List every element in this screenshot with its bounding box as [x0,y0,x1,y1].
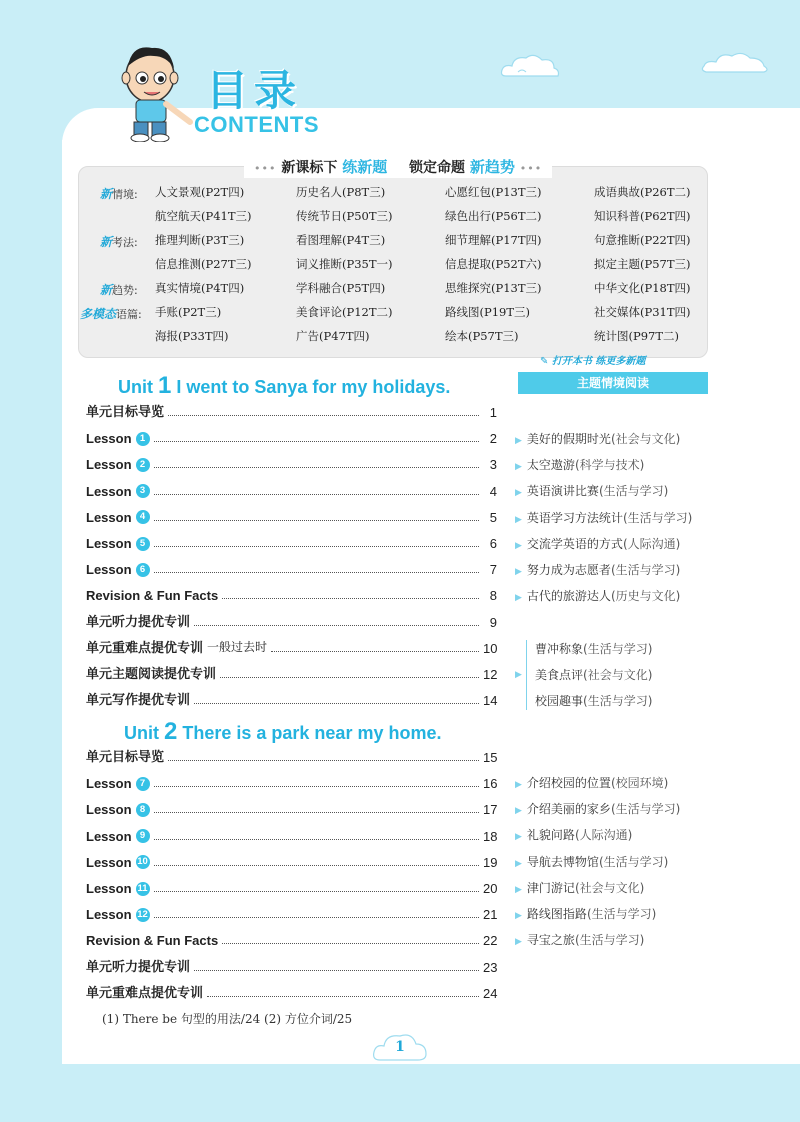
theme-category: (生活与学习) [574,933,645,948]
dotted-leader [154,494,479,495]
reading-theme-item[interactable] [535,666,652,683]
new-question-item: 拟定主题(P57T三) [594,257,691,271]
toc-label [86,881,150,896]
new-question-item: 社交媒体(P31T四) [594,305,691,319]
page-ref: 14 [483,693,498,709]
dotted-leader [154,839,479,840]
theme-name: 介绍校园的位置 [526,776,611,790]
dotted-leader [222,943,479,944]
dotted-leader [194,703,479,704]
category-name: 情境: [112,188,138,201]
new-question-item: 句意推断(P22T四) [594,233,691,247]
page-ref: 24 [483,985,498,1001]
triangle-bullet-icon: ▶ [515,911,522,921]
theme-category: (人际沟通) [622,536,681,551]
footnote: (1) There be 句型的用法/24 (2) 方位介词/25 [102,1012,353,1026]
page-ref: 12 [483,667,498,682]
theme-category: (生活与学习) [598,484,669,499]
toc-label [86,746,164,765]
new-question-item: 广告(P47T四) [296,329,370,343]
theme-reading-item[interactable] [515,879,644,896]
new-question-item: 人文景观(P2T四) [155,185,245,199]
theme-category: (科学与技术) [574,458,645,473]
page-ref: 19 [483,854,498,870]
toc-row[interactable] [86,507,497,525]
new-question-item: 路线图(P19T三) [445,305,531,319]
toc-row[interactable] [86,428,497,446]
new-question-item: 看图理解(P4T三) [296,233,386,247]
unit-title-prefix: Unit [124,723,164,743]
toc-label [86,637,267,656]
toc-label-text: 单元重难点提优专训 [86,639,204,655]
theme-name: 介绍美丽的家乡 [526,802,611,817]
toc-label-text: Lesson [86,828,132,844]
toc-row[interactable] [86,585,497,603]
page-ref: 23 [483,959,498,975]
new-question-item: 词义推断(P35T一) [296,257,393,271]
dotted-leader [154,891,479,892]
lesson-number-badge: 9 [136,829,150,843]
page-ref: 10 [483,640,498,656]
toc-row[interactable] [86,402,497,420]
new-question-item: 统计图(P97T二) [594,329,680,343]
toc-label-text: Lesson [86,802,132,818]
triangle-bullet-icon: ▶ [515,670,522,680]
toc-row[interactable] [86,454,497,472]
toc-label [86,933,218,948]
theme-reading-header: 主题情境阅读 [518,372,708,394]
toc-row[interactable] [86,852,497,870]
toc-label-text: Lesson [86,562,132,578]
new-question-item: 美食评论(P12T二) [296,305,393,319]
toc-row[interactable] [86,481,497,499]
cloud-icon [700,50,770,76]
dotted-leader [271,651,479,652]
toc-row[interactable] [86,533,497,551]
toc-label [86,689,190,708]
reading-theme-item[interactable] [535,640,652,657]
triangle-bullet-icon: ▶ [515,462,522,473]
toc-label [86,401,164,420]
page-ref: 5 [489,509,497,525]
unit-title-title: There is a park near my home. [177,723,442,743]
toc-label-text: Lesson [86,483,132,499]
category-name: 趋势: [112,284,138,297]
theme-reading-item[interactable] [515,456,644,473]
toc-label [86,663,216,682]
toc-row[interactable] [86,930,497,948]
toc-label [86,829,150,844]
theme-reading-item[interactable] [515,587,680,604]
triangle-bullet-icon: ▶ [515,780,522,790]
cloud-icon [498,52,562,82]
toc-row[interactable] [86,878,497,896]
dotted-leader [154,812,479,813]
toc-label [86,855,150,870]
toc-label-text: Lesson [86,881,132,896]
new-question-item: 绘本(P57T三) [445,329,519,343]
theme-name: 英语演讲比赛 [526,484,599,499]
theme-reading-item[interactable] [515,561,680,578]
toc-label-text: 单元主题阅读提优专训 [86,666,217,681]
toc-label-text: Lesson [86,509,132,525]
theme-name: 美好的假期时光 [526,432,611,446]
toc-label-text: Lesson [86,457,132,473]
theme-name: 路线图指路 [526,907,587,921]
theme-reading-item[interactable] [515,826,632,843]
book-icon: ✎ [540,356,549,367]
toc-label-text: Lesson [86,776,132,792]
unit-title-prefix: Unit [118,377,158,397]
theme-reading-item[interactable] [515,800,680,817]
dotted-leader [154,520,479,521]
new-question-item: 海报(P33T四) [155,329,229,343]
lesson-number-badge: 7 [136,777,150,791]
triangle-bullet-icon: ▶ [515,514,522,525]
lesson-number-badge: 11 [137,882,148,894]
lesson-number-badge: 10 [137,856,148,868]
toc-row[interactable] [86,773,497,791]
theme-category: (生活与学习) [610,802,681,817]
category-name: 考法: [112,236,138,249]
dotted-leader [154,786,479,787]
toc-row[interactable] [86,904,497,922]
theme-reading-item[interactable] [515,853,668,870]
theme-category: (社会与文化) [583,668,653,683]
new-question-item: 知识科普(P62T四) [594,209,691,223]
toc-label-text: 单元重难点提优专训 [86,984,204,1000]
toc-label-text: Lesson [86,431,132,447]
toc-label-text: 单元听力提优专训 [86,958,191,974]
toc-label [86,956,190,975]
theme-category: (社会与文化) [574,880,645,895]
page-ref: 6 [489,536,497,551]
toc-label-text: Lesson [86,907,132,923]
unit-title-title: I went to Sanya for my holidays. [171,377,451,397]
toc-label [86,536,150,551]
toc-label-text: 单元听力提优专训 [86,613,191,629]
toc-row[interactable] [86,638,497,656]
dotted-leader [207,996,479,997]
theme-reading-item[interactable] [515,905,656,922]
toc-row[interactable] [86,957,497,975]
new-question-item: 历史名人(P8T三) [296,185,386,199]
dotted-leader [154,865,479,866]
theme-category: (历史与文化) [610,589,681,604]
new-question-item: 中华文化(P18T四) [594,281,691,295]
toc-row[interactable] [86,747,497,765]
toc-label [86,510,150,525]
theme-category: (生活与学习) [598,854,669,869]
toc-label [86,588,218,603]
toc-label [86,611,190,630]
theme-name: 校园趣事 [535,694,584,709]
theme-name: 导航去博物馆 [526,854,599,869]
dotted-leader [168,415,479,416]
unit-title-num: 1 [158,372,172,399]
new-question-box-title: ••• 新课标下 练新题 锁定命题 新趋势 ••• [244,156,552,178]
theme-reading-item[interactable] [515,430,680,447]
toc-subtitle: 一般过去时 [207,639,268,654]
dotted-leader [194,625,479,626]
triangle-bullet-icon: ▶ [515,937,522,948]
lesson-number-badge: 8 [136,803,150,817]
theme-name: 美食点评 [535,668,584,683]
toc-label [86,562,150,577]
toc-row[interactable] [86,799,497,817]
page-ref: 1 [489,405,497,420]
dotted-leader [154,467,479,468]
page-ref: 3 [489,457,497,473]
theme-name: 英语学习方法统计 [526,510,623,525]
category-label [100,233,138,250]
toc-row[interactable] [86,690,497,708]
theme-name: 交流学英语的方式 [526,536,623,551]
toc-label-text: 单元目标导览 [86,404,165,419]
category-label [100,185,138,202]
toc-label-text: Revision & Fun Facts [86,933,219,949]
toc-label-text: 单元写作提优专训 [86,692,191,708]
theme-reading-item[interactable] [515,509,692,526]
theme-name: 寻宝之旅 [526,933,575,948]
lesson-number-badge: 12 [137,908,148,920]
page-ref: 9 [489,614,497,630]
theme-name: 津门游记 [526,880,575,895]
triangle-bullet-icon: ▶ [515,884,522,895]
lesson-number-badge: 1 [136,432,150,446]
new-question-item: 传统节日(P50T三) [296,209,393,223]
page-ref: 15 [483,750,498,765]
theme-category: (人际沟通) [574,828,633,843]
triangle-bullet-icon: ▶ [515,488,522,499]
theme-name: 太空遨游 [526,458,575,473]
triangle-bullet-icon: ▶ [515,832,522,843]
toc-label [86,982,203,1001]
theme-category: (生活与学习) [583,642,653,656]
dotted-leader [168,760,479,761]
theme-reading-item[interactable] [515,774,668,791]
toc-label-text: Lesson [86,536,132,551]
new-question-item: 绿色出行(P56T二) [445,209,542,223]
new-question-item: 心愿红包(P13T三) [445,185,542,199]
reading-theme-item[interactable] [535,692,652,709]
category-accent: 新 [100,283,113,297]
unit-title[interactable] [124,718,441,746]
page-ref: 21 [483,907,498,923]
page-number: 1 [395,1039,405,1055]
lesson-number-badge: 6 [136,563,150,577]
theme-name: 古代的旅游达人 [526,589,611,604]
toc-label-text: 单元目标导览 [86,749,165,764]
toc-row[interactable] [86,826,497,844]
page-ref: 2 [489,431,497,447]
theme-category: (生活与学习) [583,694,653,709]
toc-row[interactable] [86,612,497,630]
unit-title[interactable] [118,372,450,400]
new-question-item: 信息推测(P27T三) [155,257,252,271]
topbox-note: ✎ 打开本书 练更多新题 [540,356,646,367]
toc-row[interactable] [86,664,497,682]
toc-label [86,457,150,472]
toc-label [86,431,150,446]
new-question-item: 成语典故(P26T二) [594,185,691,199]
page-title: 目录 [206,66,303,115]
page-ref: 16 [483,776,498,792]
dotted-leader [154,441,479,442]
triangle-bullet-icon: ▶ [515,593,522,604]
dotted-leader [154,546,479,547]
theme-name: 努力成为志愿者 [526,563,611,577]
category-label [100,281,138,298]
category-accent: 新 [100,235,113,249]
toc-label [86,907,150,922]
theme-name: 礼貌问路 [526,828,575,843]
dotted-leader [154,572,479,573]
triangle-bullet-icon: ▶ [515,540,522,551]
page-ref: 17 [483,802,498,818]
triangle-bullet-icon: ▶ [515,567,522,577]
page-ref: 22 [483,933,498,949]
mascot-illustration [116,42,200,146]
theme-reading-item[interactable] [515,931,644,948]
page-ref: 8 [489,588,497,604]
category-accent: 多模态 [80,307,117,321]
theme-category: (生活与学习) [622,510,693,525]
category-name: 语篇: [116,308,142,321]
triangle-bullet-icon: ▶ [515,806,522,817]
lesson-number-badge: 5 [136,537,150,551]
page-ref: 7 [489,562,497,578]
theme-reading-item[interactable] [515,535,680,552]
theme-category: (校园环境) [610,776,669,790]
toc-label-text: Lesson [86,854,132,870]
toc-label [86,484,150,499]
theme-category: (社会与文化) [610,432,681,446]
new-question-item: 推理判断(P3T三) [155,233,245,247]
dotted-leader [220,677,479,678]
new-question-item: 真实情境(P4T四) [155,281,245,295]
unit-title-num: 2 [164,718,178,745]
toc-row[interactable] [86,559,497,577]
page-subtitle: CONTENTS [194,112,319,137]
page-ref: 18 [483,828,498,844]
dotted-leader [154,917,479,918]
page-ref: 20 [483,881,498,896]
bottom-background [0,1062,800,1122]
toc-label [86,802,150,817]
new-question-item: 细节理解(P17T四) [445,233,542,247]
new-question-item: 信息提取(P52T六) [445,257,542,271]
new-question-item: 学科融合(P5T四) [296,281,386,295]
theme-category: (生活与学习) [586,907,657,921]
toc-label-text: Revision & Fun Facts [86,588,219,604]
left-margin-background [0,0,62,1122]
dotted-leader [194,970,479,971]
triangle-bullet-icon: ▶ [515,858,522,869]
theme-name: 曹冲称象 [535,642,584,656]
lesson-number-badge: 3 [136,484,150,498]
theme-category: (生活与学习) [610,563,681,577]
lesson-number-badge: 2 [136,458,150,472]
toc-row[interactable] [86,983,497,1001]
category-accent: 新 [100,187,113,201]
page-ref: 4 [489,483,497,499]
dotted-leader [222,598,479,599]
triangle-bullet-icon: ▶ [515,436,522,446]
lesson-number-badge: 4 [136,510,150,524]
new-question-item: 航空航天(P41T三) [155,209,252,223]
new-question-item: 手账(P2T三) [155,305,222,319]
toc-label [86,776,150,791]
new-question-item: 思维探究(P13T三) [445,281,542,295]
theme-reading-item[interactable] [515,482,668,499]
category-label [80,305,142,322]
